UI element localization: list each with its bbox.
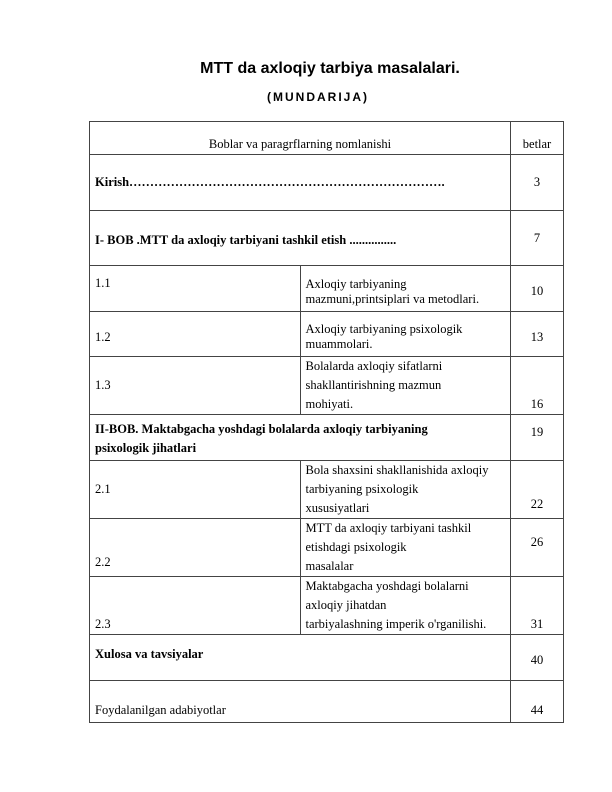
toc-2-3-page: 31 <box>511 577 564 635</box>
toc-row-2-3 <box>90 577 564 635</box>
toc-chapter1-label: I- BOB .MTT da axloqiy tarbiyani tashkil etish ............... <box>90 211 511 266</box>
toc-2-3-text <box>300 577 511 635</box>
toc-2-3-line1: Maktabgacha yoshdagi bolalarni axloqiy jihatdan <box>305 579 469 612</box>
toc-1-1-num: 1.1 <box>90 266 301 312</box>
toc-chapter2-line1: II-BOB. Maktabgacha yoshdagi bolalarda axloqiy tarbiyaning <box>95 422 428 436</box>
toc-adabiyot-page: 44 <box>511 681 564 723</box>
toc-2-2-text <box>300 519 511 577</box>
toc-2-3-line2: tarbiyalashning imperik o'rganilishi. <box>305 617 487 631</box>
toc-1-2-text: Axloqiy tarbiyaning psixologik muammolari. <box>300 312 511 357</box>
toc-row-1-3 <box>90 357 564 415</box>
toc-row-kirish <box>90 155 564 211</box>
toc-2-2-line2: masalalar <box>305 559 354 573</box>
toc-header-page: betlar <box>511 122 564 155</box>
toc-2-1-num: 2.1 <box>90 461 301 519</box>
toc-2-1-text <box>300 461 511 519</box>
toc-row-1-2 <box>90 312 564 357</box>
toc-1-3-text <box>300 357 511 415</box>
toc-chapter2-label <box>90 415 511 461</box>
toc-1-2-page: 13 <box>511 312 564 357</box>
toc-kirish-label: Kirish…………………………………………………………………. <box>90 155 511 211</box>
toc-1-3-line1: Bolalarda axloqiy sifatlarni shakllantirishning mazmun <box>305 359 443 392</box>
toc-2-2-num: 2.2 <box>90 519 301 577</box>
toc-2-1-line1: Bola shaxsini shakllanishida axloqiy tarbiyaning psixologik <box>305 463 489 496</box>
document-title: MTT da axloqiy tarbiya masalalari. <box>200 60 460 77</box>
toc-row-chapter1 <box>90 211 564 266</box>
toc-xulosa-label: Xulosa va tavsiyalar <box>90 635 511 681</box>
toc-2-1-line2: xususiyatlari <box>305 501 370 515</box>
toc-1-1-text: Axloqiy tarbiyaning mazmuni,printsiplari va metodlari. <box>300 266 511 312</box>
toc-2-1-page: 22 <box>511 461 564 519</box>
toc-1-3-page: 16 <box>511 357 564 415</box>
toc-adabiyot-label: Foydalanilgan adabiyotlar <box>90 681 511 723</box>
toc-row-adabiyot <box>90 681 564 723</box>
toc-row-2-1 <box>90 461 564 519</box>
toc-chapter2-page: 19 <box>511 415 564 461</box>
toc-kirish-page: 3 <box>511 155 564 211</box>
toc-xulosa-page: 40 <box>511 635 564 681</box>
toc-chapter2-line2: psixologik jihatlari <box>95 441 197 455</box>
toc-1-1-page: 10 <box>511 266 564 312</box>
toc-1-3-line2: mohiyati. <box>305 397 354 411</box>
toc-2-2-line1: MTT da axloqiy tarbiyani tashkil etishdagi psixologik <box>305 521 472 554</box>
toc-1-2-num: 1.2 <box>90 312 301 357</box>
toc-2-2-page: 26 <box>511 519 564 577</box>
toc-row-2-2 <box>90 519 564 577</box>
toc-2-3-num: 2.3 <box>90 577 301 635</box>
toc-header-name: Boblar va paragrflarning nomlanishi <box>90 122 511 155</box>
toc-1-3-num: 1.3 <box>90 357 301 415</box>
toc-header-row <box>90 122 564 155</box>
document-subtitle: (MUNDARIJA) <box>267 90 369 104</box>
toc-row-xulosa <box>90 635 564 681</box>
toc-row-1-1 <box>90 266 564 312</box>
toc-chapter1-page: 7 <box>511 211 564 266</box>
toc-row-chapter2 <box>90 415 564 461</box>
table-of-contents <box>89 121 564 723</box>
